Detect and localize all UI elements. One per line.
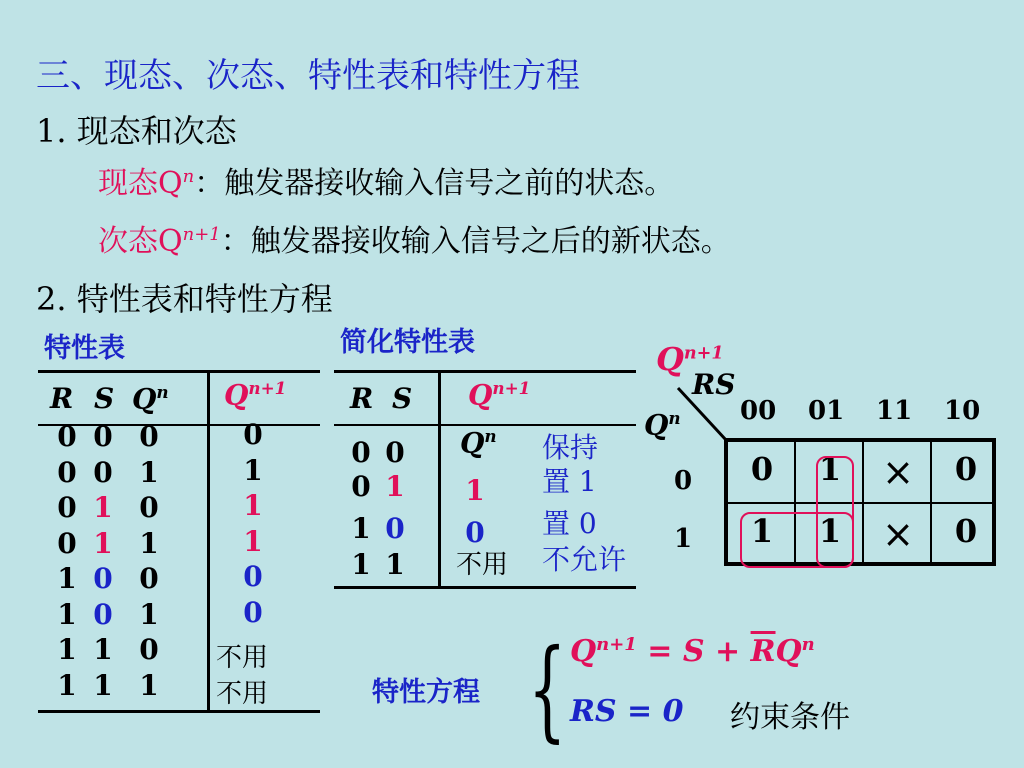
kmap-col-label: 11 <box>876 396 913 426</box>
table2-cell-r: 1 <box>351 548 371 581</box>
kmap-col-label: 00 <box>740 396 777 426</box>
current-state-label: 现态Q <box>98 166 183 201</box>
table1-cell: 1 <box>57 562 77 595</box>
table1-top-rule <box>38 370 320 373</box>
table2-bottom-rule <box>334 586 636 589</box>
table1-cell: 0 <box>139 491 159 524</box>
page-title: 三、现态、次态、特性表和特性方程 <box>36 56 580 96</box>
current-state-sup: n <box>182 166 195 187</box>
table1-cell: 0 <box>93 420 113 453</box>
table1-cell: 不用 <box>216 678 269 709</box>
table2-cell-q-base: Q <box>460 426 485 460</box>
kmap-grid-line <box>728 502 992 504</box>
table2-cell-s: 1 <box>385 470 405 503</box>
table1-header-q-sup: n <box>156 382 169 402</box>
table1-cell: 0 <box>57 526 77 560</box>
kmap-output-q: Q <box>656 340 684 378</box>
table1-cell: 0 <box>139 633 159 666</box>
kmap-col-label: 10 <box>944 396 981 426</box>
table1-cell: 0 <box>57 420 77 453</box>
equation-line1 <box>570 634 815 669</box>
kmap-cell: 0 <box>750 450 774 488</box>
kmap-col-label: 01 <box>808 396 845 426</box>
table1-cell: 1 <box>57 668 77 702</box>
table2-top-rule <box>334 370 636 373</box>
kmap-cell: × <box>882 512 914 556</box>
table1-cell: 0 <box>57 491 77 524</box>
table1-cell: 1 <box>93 633 113 666</box>
equation-brace: { <box>528 625 567 753</box>
current-state-desc: ：触发器接收输入信号之前的状态。 <box>194 166 675 201</box>
equation-q2: Q <box>775 634 802 669</box>
equation-q-sup: n+1 <box>596 634 637 655</box>
table2-cell-q: 0 <box>465 516 485 549</box>
table1-cell: 1 <box>93 526 113 560</box>
equation-mid: = S + <box>647 634 741 669</box>
table2-cell-note: 保持 <box>542 431 599 464</box>
table2-divider <box>438 370 441 588</box>
equation-label: 特性方程 <box>372 677 480 708</box>
table1-cell: 1 <box>139 526 159 560</box>
equation-r-bar: $\overline{R}$ <box>750 634 776 669</box>
kmap-cell: 0 <box>954 512 978 550</box>
table1-cell: 0 <box>93 562 113 595</box>
table1-divider <box>207 370 210 712</box>
section1-heading: 1. 现态和次态 <box>36 112 237 150</box>
section2-heading: 2. 特性表和特性方程 <box>36 280 333 318</box>
table2-header-qn1-q: Q <box>468 378 493 412</box>
table2-cell-s: 0 <box>385 512 405 545</box>
table1-cell: 1 <box>139 455 159 489</box>
table1-cell: 1 <box>243 524 263 558</box>
table2-cell-r: 0 <box>351 436 371 469</box>
table1-cell: 0 <box>93 597 113 631</box>
table2-cell-q-sup: n <box>484 426 497 446</box>
table1-cell: 0 <box>243 418 263 451</box>
table1-header-qn1 <box>224 378 286 411</box>
table1-cell: 1 <box>243 453 263 487</box>
table2-cell-s: 1 <box>385 548 405 581</box>
table1-bottom-rule <box>38 710 320 713</box>
table2-cell-q: 1 <box>465 474 485 507</box>
kmap-cell: 1 <box>818 450 842 488</box>
table2-header-qn1-sup: n+1 <box>492 378 531 398</box>
table2-header-r: R <box>350 382 374 415</box>
table1-cell: 1 <box>93 491 113 524</box>
table2-header-qn1 <box>468 378 530 411</box>
table2-cell-q <box>460 426 497 459</box>
table1-cell: 1 <box>139 668 159 702</box>
kmap-row-label: 0 <box>674 466 693 496</box>
table2-cell-note: 置 0 <box>542 507 597 540</box>
table1-cell: 1 <box>57 633 77 666</box>
kmap-cell: 1 <box>818 512 842 550</box>
table2-cell-s: 0 <box>385 436 405 469</box>
table1-cell: 0 <box>243 595 263 629</box>
equation-q: Q <box>570 634 597 669</box>
kmap-output-sup: n+1 <box>683 342 724 364</box>
table1-header-s: S <box>94 382 115 415</box>
table1-cell: 1 <box>243 489 263 522</box>
kmap-col-var: RS <box>692 368 736 401</box>
next-state-sup: n+1 <box>182 224 221 245</box>
table1-header-q: Q <box>132 382 157 416</box>
table2-header-s: S <box>392 382 413 415</box>
table1-cell: 1 <box>57 597 77 631</box>
kmap-corner-line <box>676 386 732 444</box>
table2-cell-r: 1 <box>351 512 371 545</box>
table1-label: 特性表 <box>44 333 125 364</box>
equation-q2-sup: n <box>801 634 815 655</box>
current-state-definition <box>98 158 674 202</box>
table1-header-qn1-sup: n+1 <box>248 378 287 398</box>
table1-cell: 1 <box>93 668 113 702</box>
kmap-row-var-q: Q <box>644 408 669 442</box>
table1-cell: 0 <box>139 420 159 453</box>
table1-cell: 0 <box>243 560 263 593</box>
table2-cell-r: 0 <box>351 470 371 503</box>
table1-cell: 1 <box>139 597 159 631</box>
table1-cell: 不用 <box>216 643 269 673</box>
constraint-label: 约束条件 <box>730 700 850 735</box>
kmap-row-label: 1 <box>674 524 693 554</box>
table1-cell: 0 <box>57 455 77 489</box>
table2-cell-note: 置 1 <box>542 465 597 498</box>
table1-header-qn <box>132 382 169 415</box>
next-state-label: 次态Q <box>98 224 183 259</box>
kmap-cell: 1 <box>750 512 774 550</box>
table1-header-r: R <box>50 382 74 415</box>
table2-cell-note: 不允许 <box>542 543 627 576</box>
table2-cell-q: 不用 <box>456 550 509 580</box>
kmap-cell: × <box>882 450 914 494</box>
kmap-cell: 0 <box>954 450 978 488</box>
next-state-desc: ：触发器接收输入信号之后的新状态。 <box>220 224 731 259</box>
table2-label: 简化特性表 <box>340 327 475 358</box>
table1-cell: 0 <box>93 455 113 489</box>
table1-cell: 0 <box>139 562 159 595</box>
table1-header-qn1-q: Q <box>224 378 249 412</box>
kmap-group-column <box>816 456 854 568</box>
kmap-row-var-sup: n <box>668 408 681 428</box>
equation-line2: RS = 0 <box>570 694 684 729</box>
next-state-definition <box>98 216 731 260</box>
